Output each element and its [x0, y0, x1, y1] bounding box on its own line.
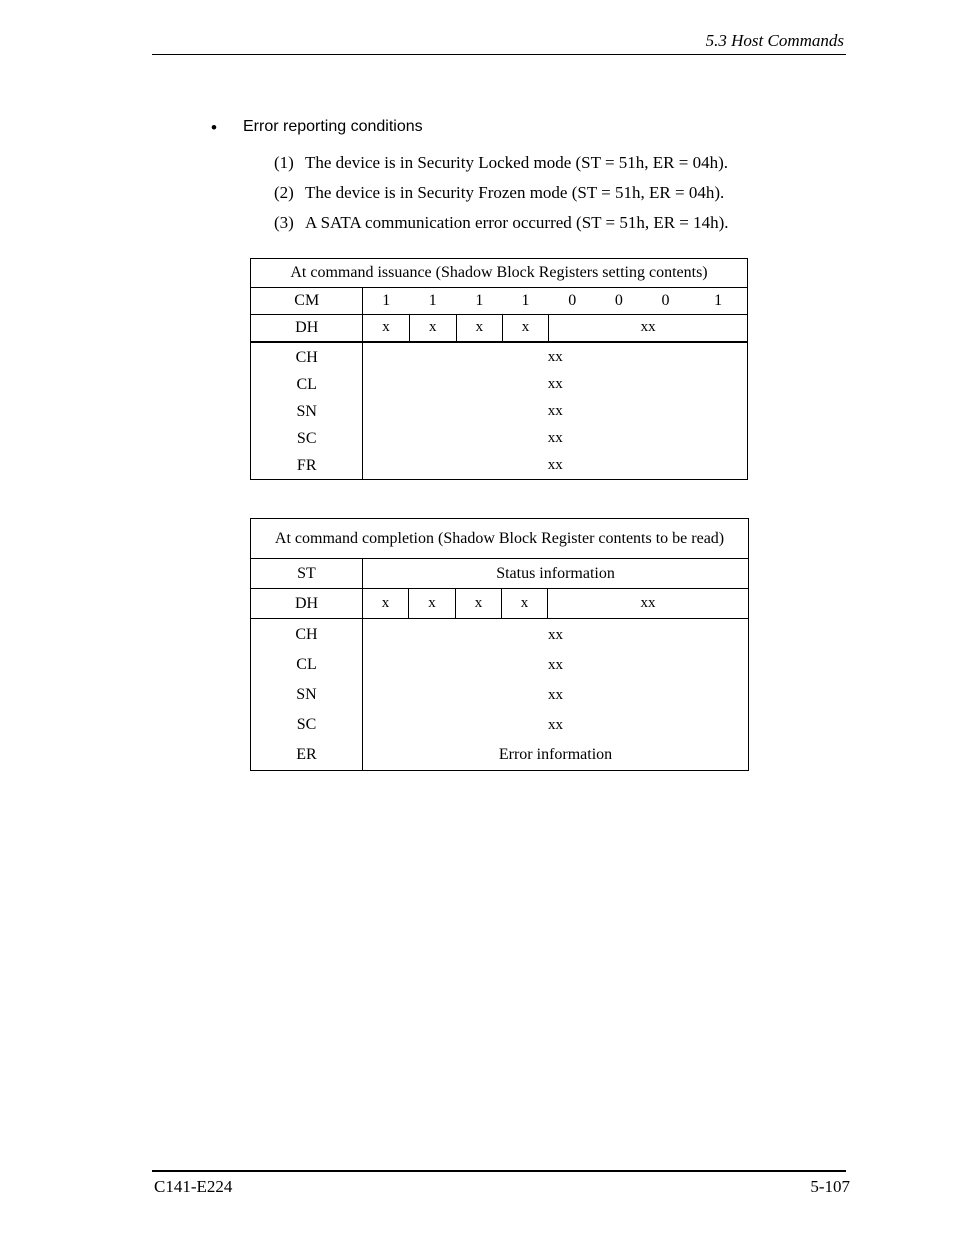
register-label-sc: SC [296, 429, 317, 447]
register-values [363, 619, 749, 771]
bit-cell: x [502, 315, 548, 342]
register-values [363, 342, 748, 480]
condition-text: A SATA communication error occurred (ST = 51h, ER = 14h). [305, 213, 729, 232]
register-label-cl: CL [296, 656, 317, 673]
register-label-sn: SN [296, 686, 317, 703]
register-value-sn: xx [548, 687, 564, 703]
table-caption: At command issuance (Shadow Block Registers setting contents) [251, 259, 748, 288]
bit-cell: x [456, 589, 502, 619]
register-value-cl: xx [548, 657, 564, 673]
header-rule [152, 54, 846, 55]
bit-cell: x [409, 315, 456, 342]
document-id: C141-E224 [154, 1177, 233, 1196]
bit-cell: 1 [409, 288, 456, 315]
bit-cell: x [409, 589, 456, 619]
register-value-ch: xx [548, 627, 564, 643]
status-value-cell: Status information [363, 559, 749, 589]
dh-value-cell: xx [549, 315, 748, 342]
register-label-ch: CH [295, 626, 318, 643]
bit-cell: 0 [596, 288, 642, 315]
register-label-dh: DH [251, 589, 363, 619]
bit-cell: x [502, 589, 548, 619]
bit-cell: 0 [642, 288, 689, 315]
bit-cell: x [363, 315, 409, 342]
condition-item [274, 213, 729, 233]
register-label-er: ER [296, 746, 317, 763]
condition-number: (1) [274, 153, 294, 172]
condition-number: (3) [274, 213, 294, 232]
condition-item [274, 183, 724, 203]
bit-cell: 1 [363, 288, 409, 315]
condition-item [274, 153, 728, 173]
register-label-ch: CH [295, 348, 318, 366]
bit-cell: 1 [456, 288, 502, 315]
bit-cell: 0 [549, 288, 596, 315]
bit-cell: 1 [689, 288, 747, 315]
page-number: 5-107 [810, 1177, 850, 1196]
register-labels [251, 619, 363, 771]
register-label-cl: CL [296, 375, 317, 393]
bit-cell: 1 [502, 288, 548, 315]
bullet-icon: • [211, 118, 217, 137]
register-value-er: Error information [498, 746, 613, 763]
register-value-ch: xx [547, 348, 563, 365]
footer-rule [152, 1170, 846, 1172]
register-value-sc: xx [547, 429, 563, 446]
register-label-fr: FR [296, 456, 317, 474]
register-label-dh: DH [251, 315, 363, 342]
register-value-sn: xx [547, 402, 563, 419]
table-caption: At command completion (Shadow Block Register contents to be read) [251, 519, 749, 559]
register-label-sc: SC [296, 716, 317, 733]
register-label-cm: CM [251, 288, 363, 315]
issuance-register-table [250, 258, 748, 480]
condition-text: The device is in Security Frozen mode (ST = 51h, ER = 04h). [305, 183, 725, 202]
register-labels [251, 342, 363, 480]
condition-text: The device is in Security Locked mode (ST = 51h, ER = 04h). [305, 153, 728, 172]
completion-register-table [250, 518, 749, 771]
bullet-heading: Error reporting conditions [243, 118, 423, 135]
bit-cell: x [456, 315, 502, 342]
register-value-cl: xx [547, 375, 563, 392]
register-value-sc: xx [548, 717, 564, 733]
condition-number: (2) [274, 183, 294, 202]
running-header: 5.3 Host Commands [705, 31, 844, 50]
register-label-sn: SN [296, 402, 317, 420]
register-value-fr: xx [547, 456, 563, 473]
dh-value-cell: xx [548, 589, 749, 619]
register-label-st: ST [251, 559, 363, 589]
bit-cell: x [363, 589, 409, 619]
